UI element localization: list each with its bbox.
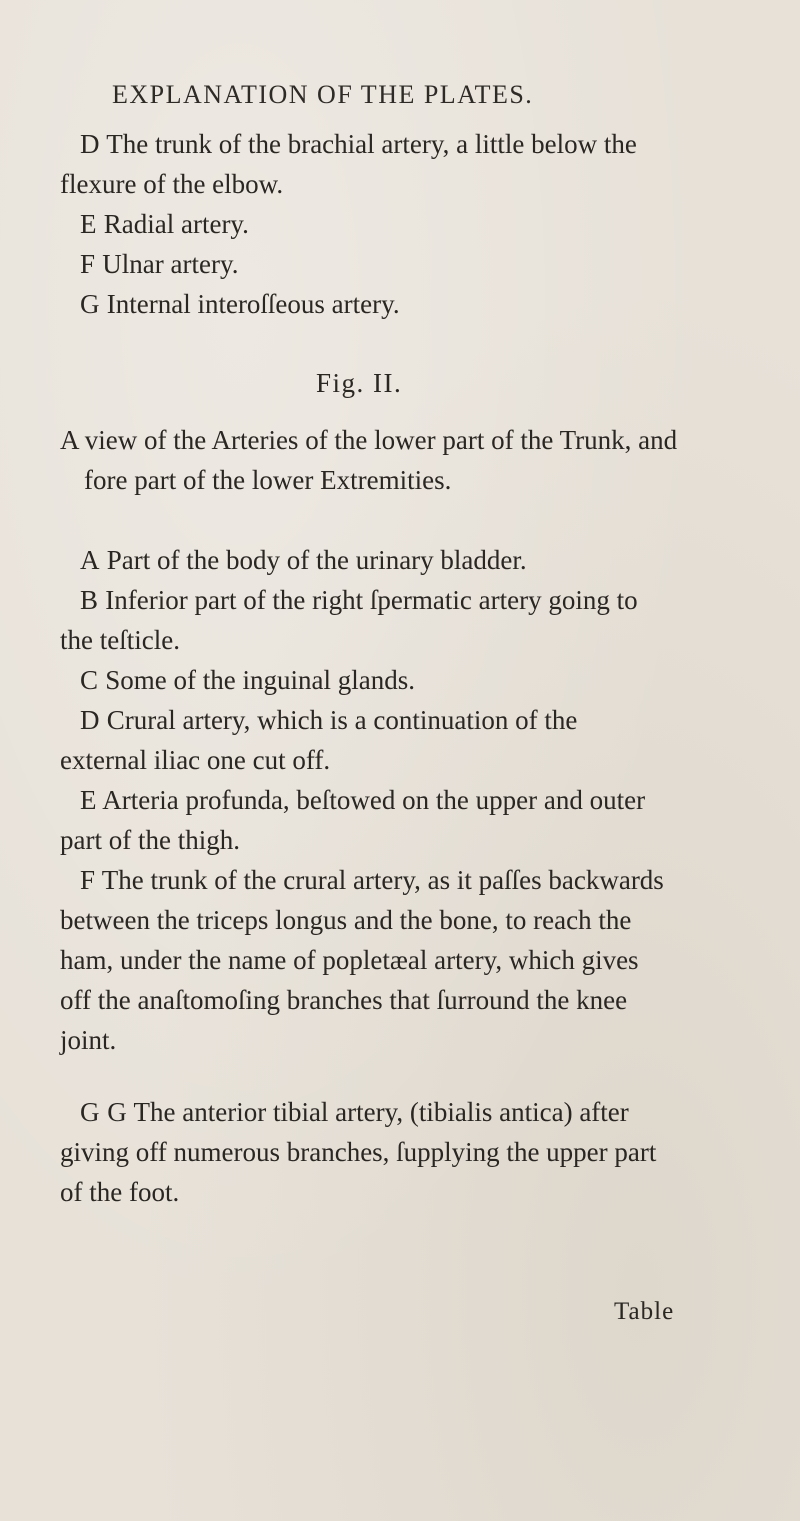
figure-heading: Fig. II. — [316, 368, 403, 398]
fig2-entry-gg — [60, 1092, 670, 1212]
figure-intro: A view of the Arteries of the lower part of the Trunk, and fore part of the lower Extremities. — [60, 425, 678, 495]
entry-key: D — [80, 129, 100, 159]
fig2-entry-f — [60, 860, 670, 1060]
entry-key: B — [80, 585, 99, 615]
entry-text: Crural artery, which is a continuation of the external iliac one cut off. — [60, 705, 578, 775]
entry-key: C — [80, 665, 99, 695]
entry-text: Inferior part of the right ſpermatic artery going to the teſticle. — [60, 585, 638, 655]
entry-text: The trunk of the crural artery, as it paſſes backwards between the triceps longus and the bone, to reach the ham, under the name of popletæal artery, which gives off the anaſtomoſing branches that ſurround the knee joint. — [60, 865, 664, 1055]
entry-text: Some of the inguinal glands. — [105, 665, 415, 695]
entry-text: The trunk of the brachial artery, a little below the flexure of the elbow. — [60, 129, 637, 199]
fig2-entry-e — [60, 780, 670, 860]
entry-key: D — [80, 705, 100, 735]
running-head: EXPLANATION OF THE PLATES. — [112, 80, 534, 109]
fig2-entry-d — [60, 700, 670, 780]
fig1-entry-d — [60, 124, 670, 204]
fig2-entry-a — [60, 540, 670, 580]
fig2-entry-c — [60, 660, 670, 700]
fig2-entry-b — [60, 580, 670, 660]
fig1-entry-f — [60, 244, 670, 284]
entry-text: Part of the body of the urinary bladder. — [106, 545, 527, 575]
entry-text: Radial artery. — [103, 209, 249, 239]
entry-key: E — [80, 785, 97, 815]
entry-text: Ulnar artery. — [102, 249, 239, 279]
entry-key: G G — [80, 1097, 128, 1127]
entry-text: Arteria profunda, beſtowed on the upper and outer part of the thigh. — [60, 785, 646, 855]
entry-key: A — [80, 545, 100, 575]
entry-text: Internal interoſſeous artery. — [106, 289, 400, 319]
entry-key: G — [80, 289, 100, 319]
entry-text: The anterior tibial artery, (tibialis antica) after giving off numerous branches, ſupplying the upper part of the foot. — [60, 1097, 657, 1207]
entry-key: E — [80, 209, 97, 239]
catchword: Table — [614, 1298, 675, 1325]
entry-key: F — [80, 249, 96, 279]
entry-key: F — [80, 865, 96, 895]
fig1-entry-e — [60, 204, 670, 244]
fig1-entry-g — [60, 284, 670, 324]
